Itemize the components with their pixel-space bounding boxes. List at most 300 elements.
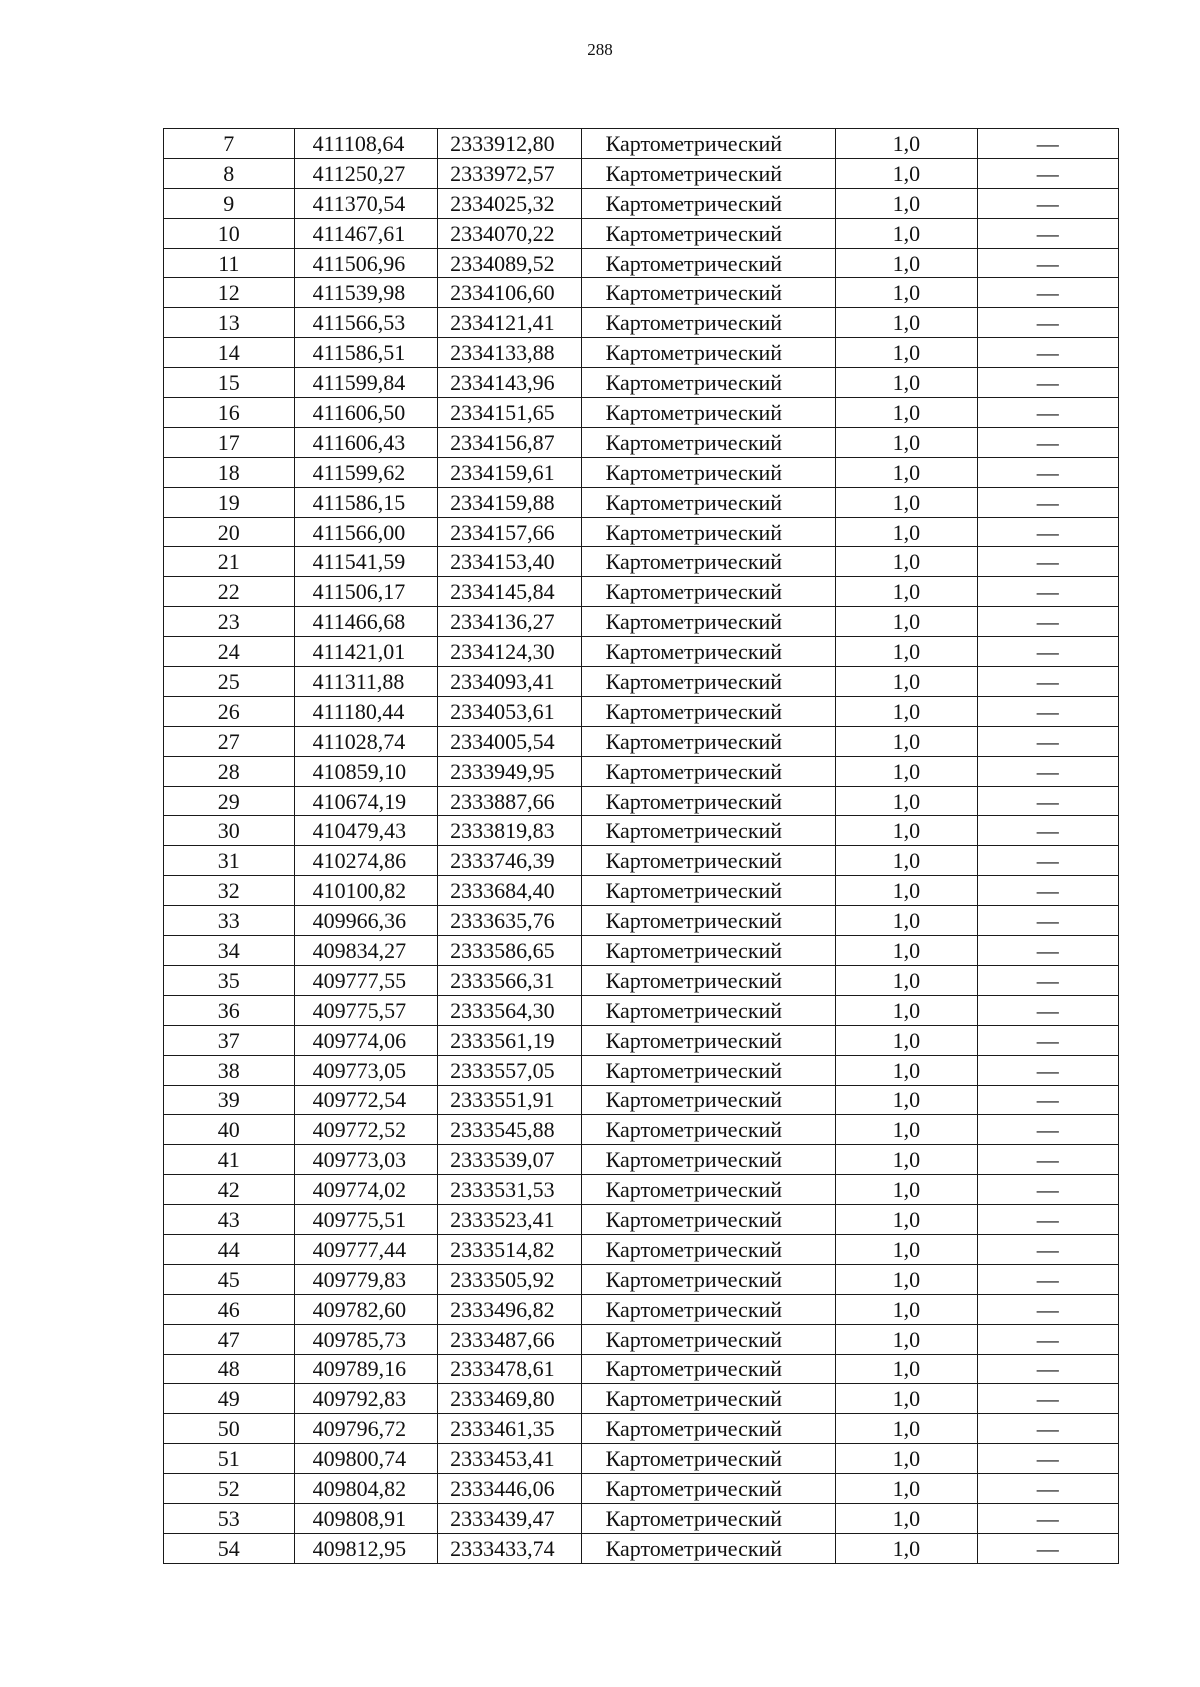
y-coordinate-cell: 2333912,80 [438, 129, 582, 159]
method-cell: Картометрический [581, 696, 836, 726]
point-number-cell: 19 [164, 487, 295, 517]
point-number-cell: 35 [164, 965, 295, 995]
y-coordinate-cell: 2333539,07 [438, 1145, 582, 1175]
method-cell: Картометрический [581, 667, 836, 697]
method-cell: Картометрический [581, 995, 836, 1025]
y-coordinate-cell: 2334025,32 [438, 188, 582, 218]
accuracy-cell: 1,0 [836, 1085, 977, 1115]
accuracy-cell: 1,0 [836, 1414, 977, 1444]
point-number-cell: 24 [164, 637, 295, 667]
point-number-cell: 16 [164, 398, 295, 428]
y-coordinate-cell: 2333505,92 [438, 1264, 582, 1294]
accuracy-cell: 1,0 [836, 338, 977, 368]
y-coordinate-cell: 2334143,96 [438, 368, 582, 398]
x-coordinate-cell: 411467,61 [294, 218, 438, 248]
accuracy-cell: 1,0 [836, 1234, 977, 1264]
y-coordinate-cell: 2333478,61 [438, 1354, 582, 1384]
method-cell: Картометрический [581, 1354, 836, 1384]
x-coordinate-cell: 410274,86 [294, 846, 438, 876]
table-row [164, 188, 1119, 218]
table-row [164, 846, 1119, 876]
note-cell: — [977, 1175, 1118, 1205]
accuracy-cell: 1,0 [836, 1294, 977, 1324]
note-cell: — [977, 218, 1118, 248]
x-coordinate-cell: 409812,95 [294, 1533, 438, 1563]
point-number-cell: 53 [164, 1503, 295, 1533]
x-coordinate-cell: 411506,96 [294, 248, 438, 278]
y-coordinate-cell: 2334005,54 [438, 726, 582, 756]
accuracy-cell: 1,0 [836, 1055, 977, 1085]
table-row [164, 1324, 1119, 1354]
method-cell: Картометрический [581, 1324, 836, 1354]
note-cell: — [977, 188, 1118, 218]
point-number-cell: 50 [164, 1414, 295, 1444]
x-coordinate-cell: 409775,57 [294, 995, 438, 1025]
note-cell: — [977, 1025, 1118, 1055]
accuracy-cell: 1,0 [836, 756, 977, 786]
note-cell: — [977, 1474, 1118, 1504]
point-number-cell: 43 [164, 1205, 295, 1235]
accuracy-cell: 1,0 [836, 1384, 977, 1414]
accuracy-cell: 1,0 [836, 398, 977, 428]
point-number-cell: 15 [164, 368, 295, 398]
method-cell: Картометрический [581, 1474, 836, 1504]
table-row [164, 995, 1119, 1025]
y-coordinate-cell: 2333461,35 [438, 1414, 582, 1444]
y-coordinate-cell: 2333819,83 [438, 816, 582, 846]
note-cell: — [977, 1503, 1118, 1533]
accuracy-cell: 1,0 [836, 876, 977, 906]
note-cell: — [977, 308, 1118, 338]
point-number-cell: 13 [164, 308, 295, 338]
note-cell: — [977, 876, 1118, 906]
accuracy-cell: 1,0 [836, 667, 977, 697]
table-row [164, 756, 1119, 786]
accuracy-cell: 1,0 [836, 427, 977, 457]
method-cell: Картометрический [581, 1025, 836, 1055]
x-coordinate-cell: 409772,54 [294, 1085, 438, 1115]
accuracy-cell: 1,0 [836, 158, 977, 188]
table-row [164, 427, 1119, 457]
x-coordinate-cell: 409774,02 [294, 1175, 438, 1205]
table-row [164, 965, 1119, 995]
x-coordinate-cell: 411539,98 [294, 278, 438, 308]
x-coordinate-cell: 411566,53 [294, 308, 438, 338]
y-coordinate-cell: 2333949,95 [438, 756, 582, 786]
method-cell: Картометрический [581, 308, 836, 338]
note-cell: — [977, 1205, 1118, 1235]
accuracy-cell: 1,0 [836, 218, 977, 248]
method-cell: Картометрический [581, 1085, 836, 1115]
x-coordinate-cell: 410674,19 [294, 786, 438, 816]
x-coordinate-cell: 411599,62 [294, 457, 438, 487]
point-number-cell: 49 [164, 1384, 295, 1414]
method-cell: Картометрический [581, 786, 836, 816]
point-number-cell: 32 [164, 876, 295, 906]
x-coordinate-cell: 411606,43 [294, 427, 438, 457]
method-cell: Картометрический [581, 1145, 836, 1175]
method-cell: Картометрический [581, 846, 836, 876]
table-row [164, 158, 1119, 188]
y-coordinate-cell: 2334133,88 [438, 338, 582, 368]
note-cell: — [977, 1055, 1118, 1085]
point-number-cell: 8 [164, 158, 295, 188]
accuracy-cell: 1,0 [836, 936, 977, 966]
accuracy-cell: 1,0 [836, 547, 977, 577]
table-row [164, 1264, 1119, 1294]
note-cell: — [977, 756, 1118, 786]
y-coordinate-cell: 2333566,31 [438, 965, 582, 995]
point-number-cell: 20 [164, 517, 295, 547]
method-cell: Картометрический [581, 368, 836, 398]
note-cell: — [977, 696, 1118, 726]
accuracy-cell: 1,0 [836, 1145, 977, 1175]
point-number-cell: 54 [164, 1533, 295, 1563]
y-coordinate-cell: 2334053,61 [438, 696, 582, 726]
y-coordinate-cell: 2334145,84 [438, 577, 582, 607]
y-coordinate-cell: 2333514,82 [438, 1234, 582, 1264]
x-coordinate-cell: 409789,16 [294, 1354, 438, 1384]
accuracy-cell: 1,0 [836, 726, 977, 756]
y-coordinate-cell: 2333972,57 [438, 158, 582, 188]
y-coordinate-cell: 2333586,65 [438, 936, 582, 966]
y-coordinate-cell: 2333557,05 [438, 1055, 582, 1085]
note-cell: — [977, 906, 1118, 936]
y-coordinate-cell: 2334136,27 [438, 607, 582, 637]
note-cell: — [977, 1384, 1118, 1414]
table-row [164, 338, 1119, 368]
table-row [164, 1115, 1119, 1145]
method-cell: Картометрический [581, 577, 836, 607]
note-cell: — [977, 965, 1118, 995]
accuracy-cell: 1,0 [836, 846, 977, 876]
y-coordinate-cell: 2333531,53 [438, 1175, 582, 1205]
y-coordinate-cell: 2334153,40 [438, 547, 582, 577]
x-coordinate-cell: 409774,06 [294, 1025, 438, 1055]
method-cell: Картометрический [581, 158, 836, 188]
table-row [164, 1234, 1119, 1264]
table-row [164, 1175, 1119, 1205]
note-cell: — [977, 995, 1118, 1025]
point-number-cell: 51 [164, 1444, 295, 1474]
table-row [164, 547, 1119, 577]
point-number-cell: 37 [164, 1025, 295, 1055]
table-row [164, 1205, 1119, 1235]
table-row [164, 1533, 1119, 1563]
y-coordinate-cell: 2333453,41 [438, 1444, 582, 1474]
note-cell: — [977, 637, 1118, 667]
accuracy-cell: 1,0 [836, 1354, 977, 1384]
accuracy-cell: 1,0 [836, 1324, 977, 1354]
method-cell: Картометрический [581, 188, 836, 218]
note-cell: — [977, 846, 1118, 876]
method-cell: Картометрический [581, 936, 836, 966]
table-row [164, 1414, 1119, 1444]
note-cell: — [977, 607, 1118, 637]
note-cell: — [977, 726, 1118, 756]
y-coordinate-cell: 2334106,60 [438, 278, 582, 308]
note-cell: — [977, 158, 1118, 188]
table-row [164, 786, 1119, 816]
y-coordinate-cell: 2333551,91 [438, 1085, 582, 1115]
y-coordinate-cell: 2333561,19 [438, 1025, 582, 1055]
note-cell: — [977, 1264, 1118, 1294]
method-cell: Картометрический [581, 607, 836, 637]
method-cell: Картометрический [581, 1384, 836, 1414]
method-cell: Картометрический [581, 906, 836, 936]
y-coordinate-cell: 2333545,88 [438, 1115, 582, 1145]
point-number-cell: 18 [164, 457, 295, 487]
note-cell: — [977, 667, 1118, 697]
point-number-cell: 39 [164, 1085, 295, 1115]
table-row [164, 906, 1119, 936]
method-cell: Картометрический [581, 1503, 836, 1533]
coordinates-table [163, 128, 1119, 1564]
note-cell: — [977, 129, 1118, 159]
table-row [164, 577, 1119, 607]
x-coordinate-cell: 411311,88 [294, 667, 438, 697]
method-cell: Картометрический [581, 1264, 836, 1294]
point-number-cell: 33 [164, 906, 295, 936]
accuracy-cell: 1,0 [836, 1175, 977, 1205]
y-coordinate-cell: 2333684,40 [438, 876, 582, 906]
x-coordinate-cell: 411466,68 [294, 607, 438, 637]
accuracy-cell: 1,0 [836, 1115, 977, 1145]
method-cell: Картометрический [581, 457, 836, 487]
method-cell: Картометрический [581, 1055, 836, 1085]
x-coordinate-cell: 411586,15 [294, 487, 438, 517]
table-row [164, 1294, 1119, 1324]
point-number-cell: 44 [164, 1234, 295, 1264]
x-coordinate-cell: 410100,82 [294, 876, 438, 906]
x-coordinate-cell: 411370,54 [294, 188, 438, 218]
note-cell: — [977, 1324, 1118, 1354]
point-number-cell: 45 [164, 1264, 295, 1294]
x-coordinate-cell: 409777,44 [294, 1234, 438, 1264]
method-cell: Картометрический [581, 398, 836, 428]
method-cell: Картометрический [581, 1234, 836, 1264]
table-row [164, 1474, 1119, 1504]
x-coordinate-cell: 411586,51 [294, 338, 438, 368]
note-cell: — [977, 278, 1118, 308]
point-number-cell: 14 [164, 338, 295, 368]
method-cell: Картометрический [581, 338, 836, 368]
x-coordinate-cell: 409773,03 [294, 1145, 438, 1175]
x-coordinate-cell: 409804,82 [294, 1474, 438, 1504]
accuracy-cell: 1,0 [836, 368, 977, 398]
y-coordinate-cell: 2334156,87 [438, 427, 582, 457]
x-coordinate-cell: 409796,72 [294, 1414, 438, 1444]
accuracy-cell: 1,0 [836, 965, 977, 995]
method-cell: Картометрический [581, 547, 836, 577]
accuracy-cell: 1,0 [836, 816, 977, 846]
point-number-cell: 10 [164, 218, 295, 248]
table-row [164, 517, 1119, 547]
table-row [164, 1085, 1119, 1115]
accuracy-cell: 1,0 [836, 1205, 977, 1235]
note-cell: — [977, 1533, 1118, 1563]
method-cell: Картометрический [581, 1294, 836, 1324]
x-coordinate-cell: 409800,74 [294, 1444, 438, 1474]
point-number-cell: 29 [164, 786, 295, 816]
note-cell: — [977, 1414, 1118, 1444]
accuracy-cell: 1,0 [836, 188, 977, 218]
y-coordinate-cell: 2333446,06 [438, 1474, 582, 1504]
accuracy-cell: 1,0 [836, 278, 977, 308]
note-cell: — [977, 427, 1118, 457]
x-coordinate-cell: 411606,50 [294, 398, 438, 428]
method-cell: Картометрический [581, 1533, 836, 1563]
x-coordinate-cell: 411541,59 [294, 547, 438, 577]
table-row [164, 129, 1119, 159]
y-coordinate-cell: 2333887,66 [438, 786, 582, 816]
method-cell: Картометрический [581, 816, 836, 846]
note-cell: — [977, 248, 1118, 278]
method-cell: Картометрический [581, 876, 836, 906]
note-cell: — [977, 457, 1118, 487]
accuracy-cell: 1,0 [836, 1474, 977, 1504]
table-row [164, 936, 1119, 966]
accuracy-cell: 1,0 [836, 487, 977, 517]
note-cell: — [977, 1115, 1118, 1145]
x-coordinate-cell: 409785,73 [294, 1324, 438, 1354]
y-coordinate-cell: 2334121,41 [438, 308, 582, 338]
note-cell: — [977, 547, 1118, 577]
table-row [164, 667, 1119, 697]
x-coordinate-cell: 411108,64 [294, 129, 438, 159]
point-number-cell: 52 [164, 1474, 295, 1504]
y-coordinate-cell: 2334089,52 [438, 248, 582, 278]
accuracy-cell: 1,0 [836, 577, 977, 607]
table-row [164, 816, 1119, 846]
accuracy-cell: 1,0 [836, 995, 977, 1025]
accuracy-cell: 1,0 [836, 1264, 977, 1294]
y-coordinate-cell: 2333635,76 [438, 906, 582, 936]
accuracy-cell: 1,0 [836, 1503, 977, 1533]
method-cell: Картометрический [581, 427, 836, 457]
point-number-cell: 28 [164, 756, 295, 786]
x-coordinate-cell: 411566,00 [294, 517, 438, 547]
table-row [164, 308, 1119, 338]
table-row [164, 1503, 1119, 1533]
x-coordinate-cell: 409782,60 [294, 1294, 438, 1324]
method-cell: Картометрический [581, 1414, 836, 1444]
x-coordinate-cell: 410859,10 [294, 756, 438, 786]
accuracy-cell: 1,0 [836, 457, 977, 487]
x-coordinate-cell: 411506,17 [294, 577, 438, 607]
point-number-cell: 22 [164, 577, 295, 607]
table-row [164, 1025, 1119, 1055]
method-cell: Картометрический [581, 1444, 836, 1474]
y-coordinate-cell: 2333433,74 [438, 1533, 582, 1563]
note-cell: — [977, 487, 1118, 517]
y-coordinate-cell: 2334159,88 [438, 487, 582, 517]
table-row [164, 696, 1119, 726]
method-cell: Картометрический [581, 726, 836, 756]
table-row [164, 1354, 1119, 1384]
y-coordinate-cell: 2333496,82 [438, 1294, 582, 1324]
note-cell: — [977, 816, 1118, 846]
table-row [164, 1384, 1119, 1414]
point-number-cell: 36 [164, 995, 295, 1025]
y-coordinate-cell: 2333439,47 [438, 1503, 582, 1533]
point-number-cell: 42 [164, 1175, 295, 1205]
note-cell: — [977, 1354, 1118, 1384]
note-cell: — [977, 338, 1118, 368]
point-number-cell: 46 [164, 1294, 295, 1324]
table-row [164, 726, 1119, 756]
x-coordinate-cell: 409808,91 [294, 1503, 438, 1533]
method-cell: Картометрический [581, 1175, 836, 1205]
note-cell: — [977, 517, 1118, 547]
y-coordinate-cell: 2333746,39 [438, 846, 582, 876]
point-number-cell: 47 [164, 1324, 295, 1354]
table-row [164, 876, 1119, 906]
point-number-cell: 30 [164, 816, 295, 846]
x-coordinate-cell: 409779,83 [294, 1264, 438, 1294]
y-coordinate-cell: 2333564,30 [438, 995, 582, 1025]
point-number-cell: 48 [164, 1354, 295, 1384]
x-coordinate-cell: 409773,05 [294, 1055, 438, 1085]
table-row [164, 637, 1119, 667]
note-cell: — [977, 368, 1118, 398]
table-row [164, 278, 1119, 308]
point-number-cell: 26 [164, 696, 295, 726]
table-row [164, 368, 1119, 398]
accuracy-cell: 1,0 [836, 637, 977, 667]
method-cell: Картометрический [581, 248, 836, 278]
note-cell: — [977, 936, 1118, 966]
point-number-cell: 17 [164, 427, 295, 457]
method-cell: Картометрический [581, 756, 836, 786]
x-coordinate-cell: 411028,74 [294, 726, 438, 756]
method-cell: Картометрический [581, 1205, 836, 1235]
accuracy-cell: 1,0 [836, 786, 977, 816]
note-cell: — [977, 786, 1118, 816]
point-number-cell: 31 [164, 846, 295, 876]
y-coordinate-cell: 2334070,22 [438, 218, 582, 248]
point-number-cell: 7 [164, 129, 295, 159]
x-coordinate-cell: 409772,52 [294, 1115, 438, 1145]
table-row [164, 1145, 1119, 1175]
table-body [164, 129, 1119, 1564]
method-cell: Картометрический [581, 487, 836, 517]
x-coordinate-cell: 409834,27 [294, 936, 438, 966]
x-coordinate-cell: 409792,83 [294, 1384, 438, 1414]
x-coordinate-cell: 409775,51 [294, 1205, 438, 1235]
x-coordinate-cell: 411599,84 [294, 368, 438, 398]
note-cell: — [977, 1444, 1118, 1474]
method-cell: Картометрический [581, 278, 836, 308]
y-coordinate-cell: 2333523,41 [438, 1205, 582, 1235]
table-row [164, 457, 1119, 487]
x-coordinate-cell: 410479,43 [294, 816, 438, 846]
point-number-cell: 9 [164, 188, 295, 218]
accuracy-cell: 1,0 [836, 696, 977, 726]
y-coordinate-cell: 2334157,66 [438, 517, 582, 547]
method-cell: Картометрический [581, 129, 836, 159]
x-coordinate-cell: 411180,44 [294, 696, 438, 726]
x-coordinate-cell: 409966,36 [294, 906, 438, 936]
note-cell: — [977, 1145, 1118, 1175]
point-number-cell: 38 [164, 1055, 295, 1085]
y-coordinate-cell: 2333487,66 [438, 1324, 582, 1354]
y-coordinate-cell: 2334159,61 [438, 457, 582, 487]
point-number-cell: 25 [164, 667, 295, 697]
method-cell: Картометрический [581, 965, 836, 995]
point-number-cell: 12 [164, 278, 295, 308]
accuracy-cell: 1,0 [836, 308, 977, 338]
